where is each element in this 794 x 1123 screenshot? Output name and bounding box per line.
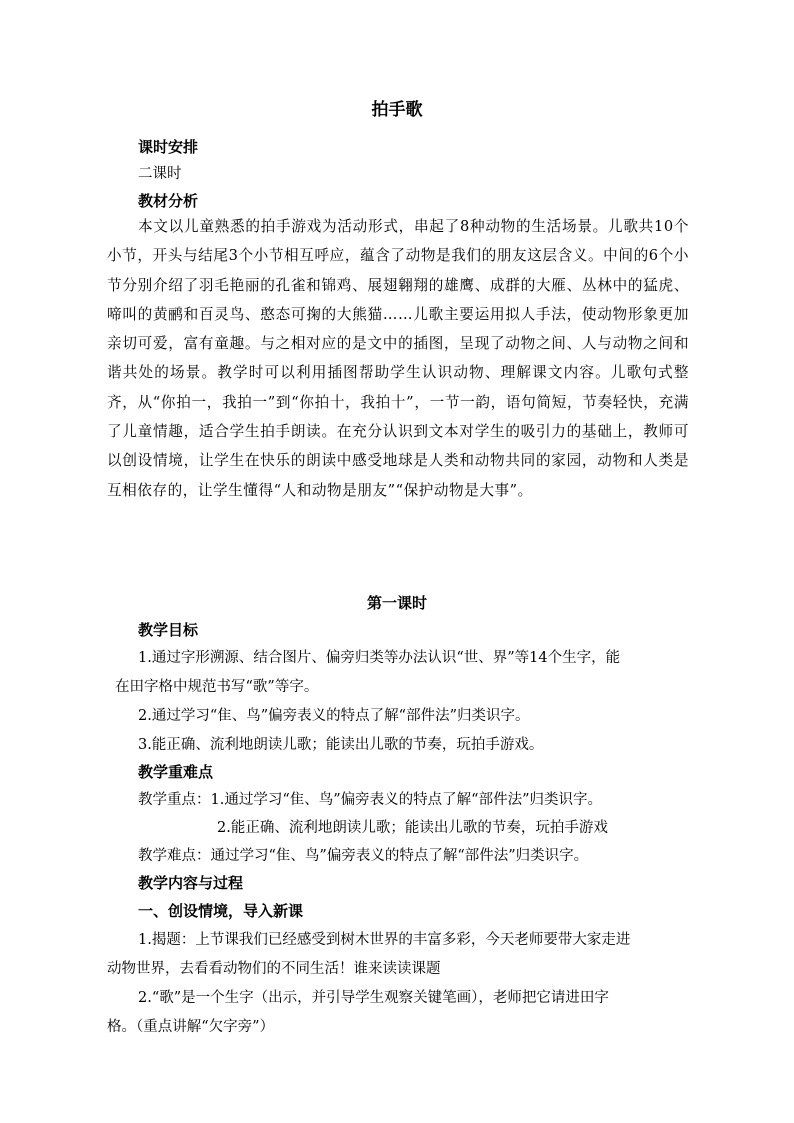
goal-item-1-line-1: 1.通过字形溯源、结合图片、偏旁归类等办法认识“世、界”等14个生字，能	[138, 650, 621, 666]
goals-heading: 教学目标	[138, 621, 199, 639]
analysis-paragraph: 本文以儿童熟悉的拍手游戏为活动形式，串起了8种动物的生活场景。儿歌共10个小节，开头与结尾3个小节相互呼应，蕴含了动物是我们的朋友这层含义。中间的6个小节分别介绍了羽毛艳丽的孔雀和锦鸡、展翅翱翔的雄鹰、成群的大雁、丛林中的猛虎、啼叫的黄鹂和百灵鸟、憨态可掬的大熊猫……儿歌主要运用拟人手法，使动物形象更加亲切可爱，富有童趣。与之相对应的是文中的插图，呈现了动物之间、人与动物之间和谐共处的场景。教学时可以利用插图帮助学生认识动物、理解课文内容。儿歌句式整齐，从“你拍一，我拍一”到“你拍十，我拍十”，一节一韵，语句简短，节奏轻快，充满了儿童情趣，适合学生拍手朗读。在充分认识到文本对学生的吸引力的基础上，教师可以创设情境，让学生在快乐的朗读中感受地球是人类和动物共同的家园，动物和人类是互相依存的，让学生懂得“人和动物是朋友”“保护动物是大事”。	[107, 218, 689, 499]
schedule-heading: 课时安排	[138, 138, 199, 156]
step-2-line-2: 格。（重点讲解“欠字旁”）	[107, 1019, 275, 1035]
key-points-heading: 教学重难点	[138, 763, 214, 781]
goal-item-1-line-2: 在田字格中规范书写“歌”等字。	[115, 679, 319, 695]
lesson-title: 第一课时	[366, 594, 427, 612]
step-1-line-2: 动物世界，去看看动物们的不同生活！谁来读读课题	[107, 961, 441, 977]
focus-line-2: 2.能正确、流利地朗读儿歌；能读出儿歌的节奏，玩拍手游戏	[217, 820, 608, 836]
process-heading: 教学内容与过程	[138, 874, 244, 892]
section-1-heading: 一、创设情境，导入新课	[138, 902, 304, 920]
difficulty-line: 教学难点：通过学习“隹、鸟”偏旁表义的特点了解“部件法”归类识字。	[138, 848, 589, 864]
schedule-value: 二课时	[138, 166, 182, 182]
goal-item-2: 2.通过学习“隹、鸟”偏旁表义的特点了解“部件法”归类识字。	[138, 708, 530, 724]
document-title: 拍手歌	[371, 100, 423, 120]
goal-item-3: 3.能正确、流利地朗读儿歌；能读出儿歌的节奏，玩拍手游戏。	[138, 737, 544, 753]
analysis-heading: 教材分析	[138, 192, 199, 210]
step-1-line-1: 1.揭题：上节课我们已经感受到树木世界的丰富多彩，今天老师要带大家走进	[138, 932, 631, 948]
focus-line-1: 教学重点：1.通过学习“隹、鸟”偏旁表义的特点了解“部件法”归类识字。	[138, 792, 602, 808]
step-2-line-1: 2.“歌”是一个生字（出示，并引导学生观察关键笔画），老师把它请进田字	[138, 990, 609, 1006]
